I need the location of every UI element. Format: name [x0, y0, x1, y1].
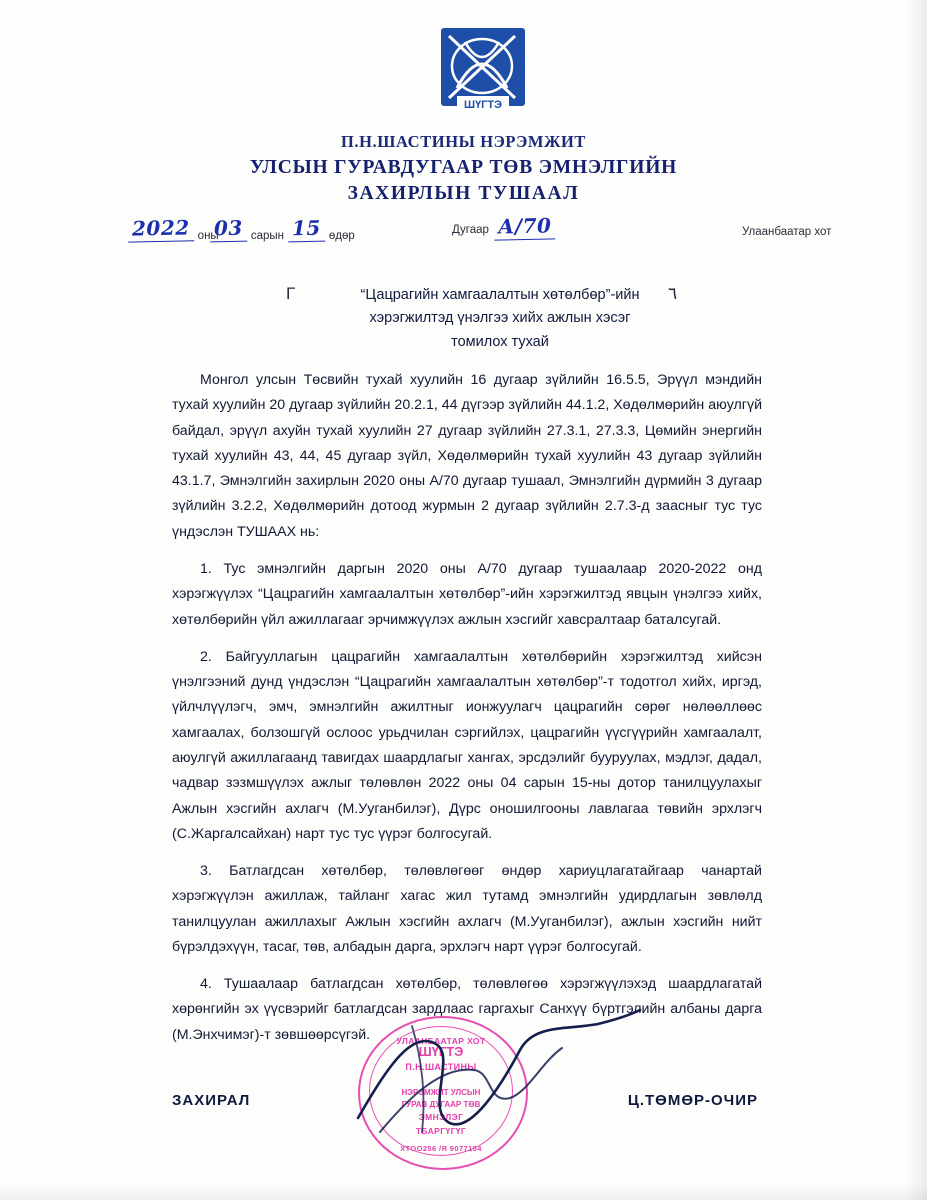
stamp-top-text: УЛААНБААТАР ХОТ: [396, 1036, 486, 1046]
document-meta-line: [0, 214, 927, 248]
year-value: 2022: [128, 215, 194, 242]
day-value: 15: [288, 216, 325, 243]
number-label: Дугаар: [452, 224, 489, 236]
organization-logo: [435, 26, 531, 118]
meta-number-wrap: [494, 214, 555, 240]
paragraph-intro: Монгол улсын Төсвийн тухай хуулийн 16 дугаар зүйлийн 16.5.5, Эрүүл мэндийн тухай хуулийн 20 дугаар зүйлийн 20.2.1, 44 дүгээр зүйлийн 44.1.2, Хөдөлмөрийн аюулгүй байдал, эрүүл ахуйн тухай хуулийн 27 дугаар зүйлийн 27.3.1, 27.3.3, Цөмийн энергийн тухай хуулийн 43, 44, 45 дугаар зүйл, Хөдөлмөрийн тухай хуулийн 43 дугаар зүйлийн 43.1.7, Эмнэлгийн захирлын 2020 оны А/70 дугаар тушаал, Эмнэлгийн дүрмийн 3 дугаар зүйлийн 3.2.2, Хөдөлмөрийн дотоод журмын 2 дугаар зүйлийн 2.7.3-д заасныг тус тус үндэслэн ТУШААХ нь:: [172, 372, 762, 540]
stamp-line-3: ГУРАВ ДУГААР ТӨВ: [401, 1100, 481, 1109]
city-label: Улаанбаатар хот: [742, 226, 832, 238]
subject-line-1: “Цацрагийн хамгаалалтын хөтөлбөр”-ийн: [360, 287, 640, 303]
subject-bracket-right: ٦: [668, 284, 678, 303]
meta-day: [288, 216, 355, 242]
stamp-line-4: ЭМНЭЛЭГ: [418, 1112, 464, 1122]
month-value: 03: [210, 216, 247, 243]
org-title-line2: ЗАХИРЛЫН ТУШААЛ: [347, 183, 580, 204]
meta-city: [742, 226, 831, 238]
stamp-line-1: П.Н.ШАСТИНЫ: [405, 1062, 477, 1072]
stamp-line-5: ТБАРГҮГҮГ: [415, 1126, 467, 1136]
day-label: өдөр: [328, 230, 355, 242]
org-subtitle: П.Н.ШАСТИНЫ НЭРЭМЖИТ: [340, 132, 587, 151]
logo-text: ШҮГТЭ: [464, 99, 502, 111]
stamp-bottom-text: ХТОО256 /Я 9077154: [400, 1144, 482, 1153]
month-label: сарын: [250, 230, 285, 242]
signature-name: Ц.ТӨМӨР-ОЧИР: [627, 1092, 758, 1109]
number-value: А/70: [494, 213, 556, 240]
document-body: [172, 368, 762, 1060]
org-title-line1: УЛСЫН ГУРАВДУГААР ТӨВ ЭМНЭЛГИЙН: [249, 157, 678, 178]
meta-month: [210, 216, 284, 242]
signature-title: ЗАХИРАЛ: [172, 1092, 251, 1109]
signature-row: [172, 1092, 762, 1109]
year-label: оны: [197, 230, 219, 242]
meta-number-label-wrap: [452, 224, 489, 236]
stamp-logo-mark: ШҮГТЭ: [418, 1044, 464, 1059]
subject-line-2: хэрэгжилтэд үнэлгээ хийх ажлын хэсэг: [369, 310, 631, 327]
paper-edge-bottom: [0, 1184, 927, 1200]
paragraph-item-1: 1. Тус эмнэлгийн даргын 2020 оны А/70 дугаар тушаалаар 2020-2022 онд хэрэгжүүлэх “Цацрагийн хамгаалалтын хөтөлбөр”-ийн хэрэгжилтэд явцын үнэлгээ хийх, хөтөлбөрийн үйл ажиллагааг эрчимжүүлэх ажлын хэсгийг хавсралтаар баталсугай.: [172, 560, 762, 628]
paragraph-item-4: 4. Тушаалаар батлагдсан хөтөлбөр, төлөвлөгөө хэрэгжүүлэхэд шаардлагатай хөрөнгийн эх үүсвэрийг батлагдсан зардлаас гаргахыг Санхүү бүртгэлийн албаны дарга (М.Энхчимэг)-т зөвшөөрсүгэй.: [172, 976, 762, 1043]
paragraph-item-2: 2. Байгууллагын цацрагийн хамгаалалтын хөтөлбөрийн хэрэгжилтэд хийсэн үнэлгээний дунд үндэслэн “Цацрагийн хамгаалалтын хөтөлбөр”-т тодотгол хийх, иргэд, үйлчлүүлэгч, эмч, эмнэлгийн ажилтныг ионжуулагч цацрагийн сөрөг нөлөөллөөс хамгаалах, болзошгүй ослоос урьдчилан сэргийлэх, цацрагийн үүсгүүрийн хамгаалалт, аюулгүй ажиллагаанд тавигдах шаардлагыг хангах, эрсдэлийг бууруулах, мэдлэг, дадал, чадвар зэзмшүүлэх ажлыг төлөвлөн 2022 оны 04 сарын 15-ны дотор танилцуулахыг Ажлын хэсгийн ахлагч (М.Ууганбилэг), Дүрс оношилгооны лавлагаа төвийн эрхлэгч (С.Жаргалсайхан) нарт тус тус үүрэг болгосугай.: [172, 648, 762, 842]
subject-line-3: томилох тухай: [451, 333, 549, 350]
paragraph-item-3: 3. Батлагдсан хөтөлбөр, төлөвлөгөөг өндөр хариуцлагатайгаар чанартай хэрэгжүүлэн ажиллаж, тайланг хагас жил тутамд эмнэлгийн удирдлагын зөвлөлд танилцуулан ажиллахыг Ажлын хэсгийн ахлагч (М.Ууганбилэг), ажлын хэсгийн нийт бүрэлдэхүүн, тасаг, төв, албадын дарга, эрхлэгч нарт үүрэг болгосугай.: [172, 863, 762, 955]
document-subject: [300, 284, 700, 354]
meta-year: [128, 216, 219, 242]
document-header: [0, 132, 927, 205]
subject-bracket-left: Γ: [286, 284, 296, 303]
paper-edge-right: [905, 0, 927, 1200]
stamp-line-2: НЭРЭМЖИТ УЛСЫН: [401, 1088, 481, 1097]
